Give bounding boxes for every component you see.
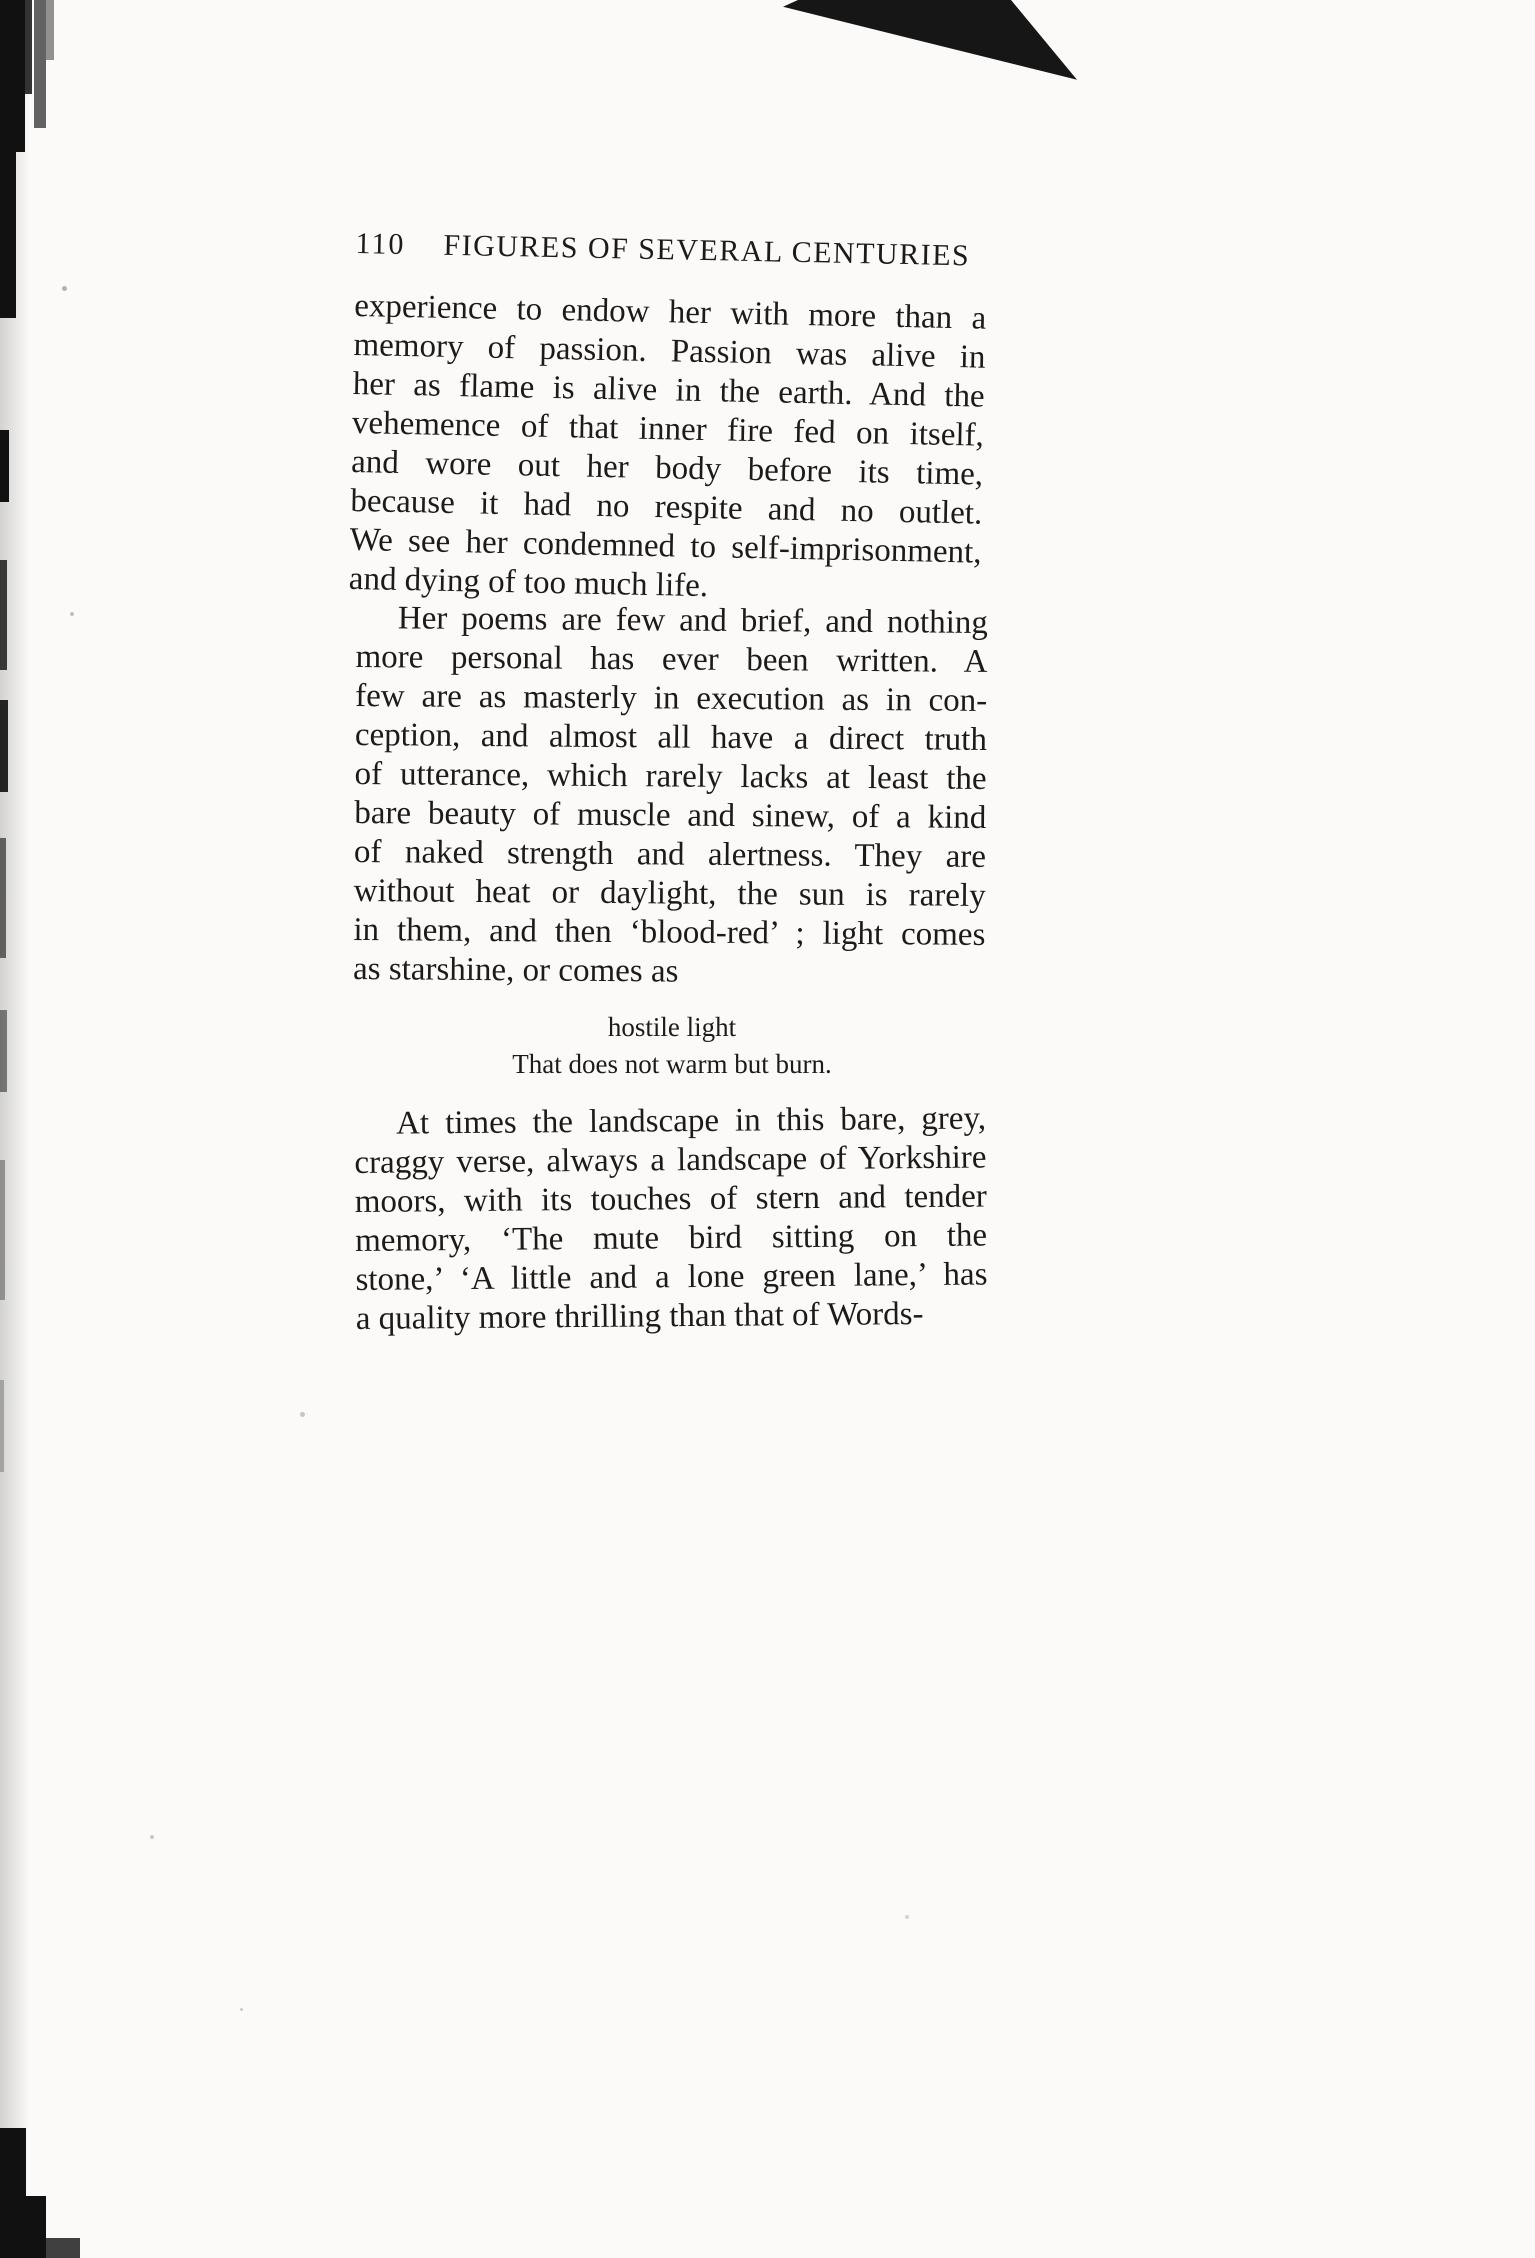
- text-line: experience to endow her with more than a: [353, 287, 987, 337]
- scan-smudge-top-left: [46, 0, 54, 60]
- text-line: as starshine, or comes as: [352, 950, 679, 990]
- scan-smudge-left-edge: [0, 1010, 7, 1092]
- text-line: memory, ‘The mute bird sitting on the: [354, 1217, 988, 1260]
- text-line: craggy verse, always a landscape of Yorkshire: [354, 1139, 987, 1182]
- text-line: ception, and almost all have a direct truth: [354, 716, 988, 758]
- scan-smudge-left-edge: [0, 1160, 5, 1300]
- ink-speck: [150, 1835, 154, 1839]
- page-number: 110: [355, 226, 406, 261]
- text-line: We see her condemned to self-imprisonment,: [349, 521, 982, 571]
- text-line: and dying of too much life.: [348, 560, 709, 605]
- ink-speck: [70, 612, 74, 616]
- scan-smudge-left-edge: [0, 430, 9, 502]
- text-line: of utterance, which rarely lacks at least the: [354, 755, 987, 797]
- text-line: Her poems are few and brief, and nothing: [397, 600, 988, 641]
- paragraph-1: [348, 287, 986, 612]
- scan-smudge-bottom-left: [26, 2238, 80, 2258]
- running-title: FIGURES OF SEVERAL CENTURIES: [443, 228, 971, 273]
- text-line: few are as masterly in execution as in con-: [355, 677, 988, 719]
- page-header: [355, 224, 988, 276]
- verse-line: That does not warm but burn.: [512, 1049, 832, 1079]
- ink-speck: [905, 1915, 909, 1919]
- paragraph-3: [354, 1099, 988, 1339]
- text-line: At times the landscape in this bare, grey,: [395, 1100, 987, 1142]
- scan-smudge-top-left: [0, 0, 16, 318]
- gutter-shadow: [0, 0, 30, 2258]
- text-line: her as flame is alive in the earth. And the: [352, 365, 986, 415]
- scan-smudge-top-left: [16, 0, 25, 152]
- page-corner-shadow: [780, 0, 1080, 84]
- text-line: of naked strength and alertness. They are: [353, 833, 987, 875]
- scan-smudge-left-edge: [0, 838, 6, 958]
- verse-line: hostile light: [607, 1012, 737, 1042]
- text-line: stone,’ ‘A little and a lone green lane,’ has: [355, 1256, 988, 1299]
- text-line: more personal has ever been written. A: [355, 638, 988, 680]
- scan-smudge-top-left: [34, 0, 46, 128]
- text-line: memory of passion. Passion was alive in: [353, 326, 986, 376]
- scan-smudge-left-edge: [0, 700, 8, 792]
- text-line: moors, with its touches of stern and tender: [354, 1178, 987, 1221]
- text-line: and wore out her body before its time,: [350, 443, 984, 493]
- ink-speck: [300, 1412, 305, 1417]
- text-line: vehemence of that inner fire fed on itself,: [351, 404, 985, 454]
- text-line: without heat or daylight, the sun is rarely: [353, 872, 986, 914]
- paragraph-2: [353, 599, 988, 994]
- text-column: [348, 224, 988, 1339]
- text-line: because it had no respite and no outlet.: [350, 482, 983, 532]
- text-line: bare beauty of muscle and sinew, of a kind: [354, 794, 987, 836]
- scan-smudge-top-left: [25, 0, 32, 94]
- text-line: a quality more thrilling than that of Words-: [355, 1296, 924, 1338]
- ink-speck: [240, 2008, 243, 2011]
- verse-quote: [356, 1009, 988, 1083]
- text-line: in them, and then ‘blood-red’ ; light comes: [353, 911, 986, 953]
- scan-smudge-left-edge: [0, 560, 7, 670]
- scan-smudge-left-edge: [0, 1380, 4, 1472]
- ink-speck: [62, 286, 67, 291]
